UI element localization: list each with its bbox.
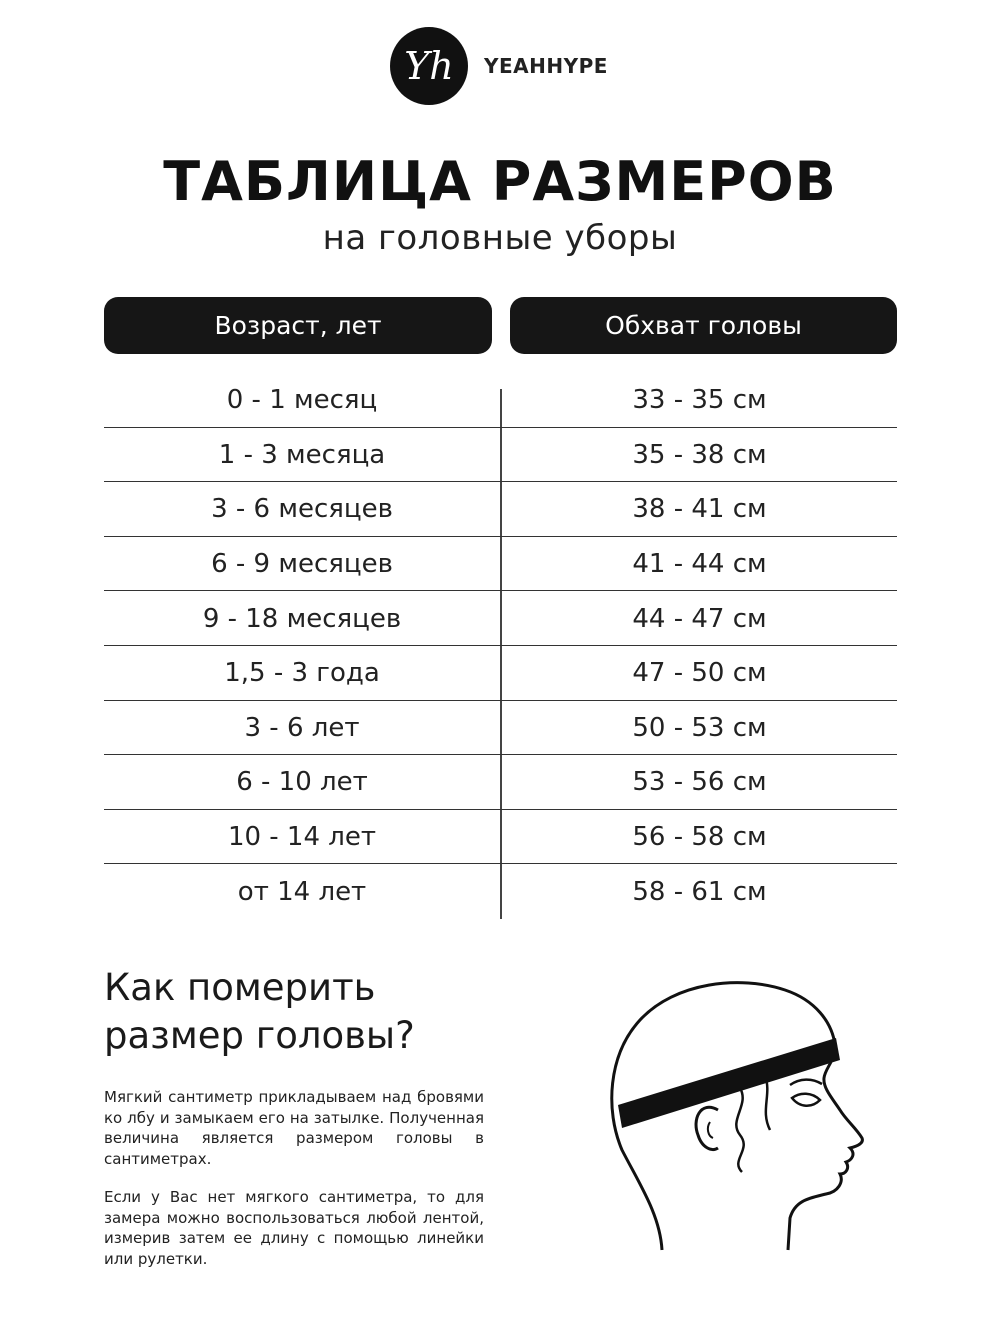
table-row <box>104 701 897 756</box>
age-cell: от 14 лет <box>237 876 367 907</box>
size-cell: 38 - 41 см <box>632 494 767 525</box>
age-cell: 1 - 3 месяца <box>218 439 386 470</box>
hair-line-icon <box>765 1075 770 1130</box>
size-cell: 44 - 47 см <box>632 603 767 634</box>
table-row <box>104 755 897 810</box>
brand-name: YEAHHYPE <box>484 54 608 78</box>
size-cell: 35 - 38 см <box>632 439 767 470</box>
table-row <box>104 646 897 701</box>
age-cell: 9 - 18 месяцев <box>202 603 402 634</box>
eyebrow-icon <box>790 1080 822 1085</box>
age-cell: 6 - 9 месяцев <box>211 549 393 580</box>
instruction-paragraph-1: Мягкий сантиметр прикладываем над бровями ко лбу и замыкаем его на затылке. Полученная величина является размером головы в сантиметрах. <box>104 1088 484 1168</box>
column-header-head-size: Обхват головы <box>510 297 897 354</box>
size-cell: 47 - 50 см <box>632 658 767 689</box>
face-profile-icon <box>788 1045 862 1250</box>
age-cell: 3 - 6 месяцев <box>211 494 393 525</box>
how-to-title-line2: размер головы? <box>104 1014 415 1057</box>
age-cell: 1,5 - 3 года <box>224 658 380 689</box>
brand-logo <box>390 27 630 107</box>
table-row <box>104 373 897 428</box>
how-to-title-line1: Как померить <box>104 966 376 1009</box>
ear-inner-icon <box>708 1122 713 1138</box>
head-measurement-illustration <box>600 960 870 1260</box>
table-row <box>104 428 897 483</box>
age-cell: 6 - 10 лет <box>236 767 368 798</box>
how-to-measure-title <box>104 964 524 1060</box>
table-row <box>104 591 897 646</box>
instruction-paragraph-2: Если у Вас нет мягкого сантиметра, то для замера можно воспользоваться любой лентой, измерив затем ее длину с помощью линейки или рулетки. <box>104 1188 484 1268</box>
page-subtitle: на головные уборы <box>322 218 678 258</box>
table-row <box>104 482 897 537</box>
logo-monogram-icon <box>390 27 468 105</box>
age-cell: 10 - 14 лет <box>227 822 377 853</box>
size-cell: 56 - 58 см <box>632 822 767 853</box>
size-cell: 33 - 35 см <box>632 385 767 416</box>
column-header-age: Возраст, лет <box>104 297 492 354</box>
logo-monogram-text: Yh <box>404 44 454 88</box>
size-cell: 58 - 61 см <box>632 876 767 907</box>
measuring-tape-icon <box>618 1038 840 1128</box>
size-cell: 50 - 53 см <box>632 712 767 743</box>
page-title: ТАБЛИЦА РАЗМЕРОВ <box>163 150 837 213</box>
table-row <box>104 537 897 592</box>
age-cell: 0 - 1 месяц <box>226 385 378 416</box>
table-row <box>104 810 897 865</box>
size-cell: 53 - 56 см <box>632 767 767 798</box>
size-cell: 41 - 44 см <box>632 549 767 580</box>
table-row <box>104 864 897 919</box>
eye-icon <box>792 1094 820 1106</box>
hair-curl-icon <box>736 1088 743 1172</box>
age-cell: 3 - 6 лет <box>244 712 360 743</box>
